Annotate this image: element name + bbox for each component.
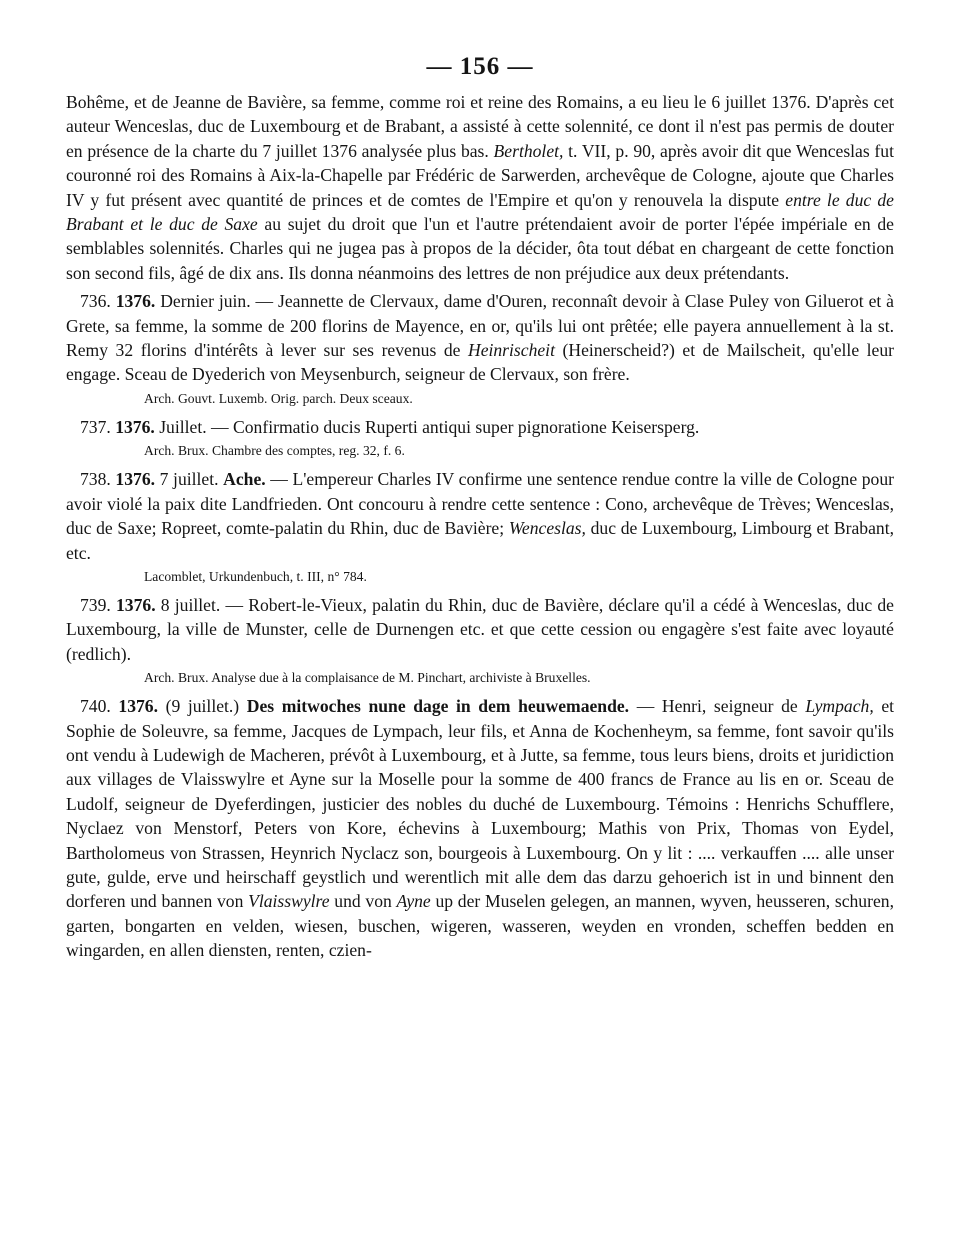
entry-year: 1376. [116, 594, 156, 615]
entry-italic-3: Ayne [396, 891, 431, 912]
entry-source: Lacomblet, Urkundenbuch, t. III, n° 784. [144, 568, 367, 584]
entry-date: (9 juillet.) [165, 696, 240, 717]
entry-italic-2: Vlaisswylre [248, 891, 330, 912]
entry-number: 736. [80, 291, 111, 312]
entry-text: — Henri, seigneur de [636, 696, 798, 717]
entry-736 [66, 289, 894, 409]
entry-text-cont-2: und von [334, 891, 392, 912]
entry-place: Ache. [223, 469, 266, 490]
entry-737 [66, 415, 894, 461]
intro-text-3: au sujet du droit que l'un et l'autre prétendaient avoir de porter l'épée impériale en de semblables solennités. Charles qui ne jugea pas à propos de la décider, ôta tout débat en chargeant de cette fonction son second fils, âgé de dix ans. Ils donna néanmoins des lettres de non préjudice aux deux prétendants. [66, 214, 894, 283]
entry-number: 739. [80, 594, 111, 615]
entry-date: Dernier juin. [160, 291, 251, 312]
intro-paragraph [66, 90, 894, 285]
entry-paragraph [66, 467, 894, 565]
entry-text-cont-3: up der Muselen gelegen, an mannen, wyven, heusseren, schuren, garten, bongarten en velden, wiesen, buschen, wigeren, wasseren, weyden en vronden, scheffen bedden en wingarden, en allen diensten, renten, czien- [66, 891, 894, 961]
intro-text-2: t. VII, p. 90, après avoir dit que Wenceslas fut couronné roi des Romains à Aix-la-Chapelle par Frédéric de Sarwerden, archevêque de Cologne, ajoute que Charles IV y fut présent avec quantité de princes et de comtes de l'Empire et qu'on y renouvela la dispute [66, 140, 894, 210]
entry-number: 737. [80, 416, 111, 437]
entry-738 [66, 467, 894, 587]
entry-year: 1376. [115, 416, 155, 437]
intro-italic-author: Bertholet, [493, 140, 564, 161]
entry-italic: Lympach, [805, 696, 874, 717]
entry-text: — Confirmatio ducis Ruperti antiqui super pignoratione Keisersperg. [211, 416, 700, 437]
entry-740 [66, 694, 894, 962]
entry-italic: Wenceslas, [508, 518, 586, 539]
entry-text-cont: duc de Luxembourg, Limbourg et Brabant, etc. [66, 518, 894, 563]
entry-text: — L'empereur Charles IV confirme une sentence rendue contre la ville de Cologne pour avoir violé la paix dite Landfrieden. Ont concouru à rendre cette sentence : Cono, archevêque de Trèves; Wenceslas, duc de Saxe; Ropreet, comte-palatin du Rhin, duc de Bavière; [66, 469, 894, 539]
entry-date: Juillet. [159, 416, 207, 437]
entry-source: Arch. Brux. Chambre des comptes, reg. 32, f. 6. [144, 443, 405, 459]
entry-year: 1376. [118, 696, 158, 717]
entry-739 [66, 593, 894, 688]
entry-year: 1376. [115, 469, 156, 490]
entry-text: — Jeannette de Clervaux, dame d'Ouren, reconnaît devoir à Clase Puley von Giluerot et à Grete, sa femme, la somme de 200 florins de Mayence, en or, qu'ils lui ont prêtée; elle payera annuellement à la st. Remy 32 florins d'intérêts à lever sur ses revenus de [66, 291, 894, 361]
entry-paragraph [66, 593, 894, 666]
page-number: — 156 — [426, 53, 534, 80]
entry-source: Arch. Brux. Analyse due à la complaisance de M. Pinchart, archiviste à Bruxelles. [144, 670, 591, 686]
entry-text-cont: (Heinerscheid?) et de Mailscheit, qu'elle leur engage. Sceau de Dyederich von Meysenburch, seigneur de Clervaux, son frère. [66, 340, 895, 385]
entry-date: 7 juillet. [159, 469, 219, 490]
intro-italic-dispute: entre le duc de Brabant et le duc de Saxe [66, 189, 894, 235]
entry-paragraph [66, 415, 894, 439]
entry-number: 738. [80, 469, 111, 490]
intro-text-1: Bohême, et de Jeanne de Bavière, sa femme, comme roi et reine des Romains, a eu lieu le 6 juillet 1376. D'après cet auteur Wenceslas, duc de Luxembourg et de Brabant, a assisté à cette solennité, ce dont il n'est pas permis de douter en présence de la charte du 7 juillet 1376 analysée plus bas. [66, 92, 894, 161]
entry-text-cont: et Sophie de Soleuvre, sa femme, Jacques de Lympach, leur fils, et Anna de Kochenheym, sa femme, font savoir qu'ils ont vendu à Ludewigh de Macheren, prévôt à Luxembourg, et à Jutte, sa femme, tous leurs biens, droits et juridiction aux villages de Vlaisswylre et Ayne sur la Moselle pour la somme de 400 francs de France au lis en or. Sceau de Ludolf, seigneur de Dyeferdingen, justicier des nobles du duché de Luxembourg. Témoins : Henrichs Schufflere, Nyclaez von Menstorf, Peters von Kore, échevins à Luxembourg; Mathis von Prix, Thomas von Eydel, Bartholomeus von Strassen, Heynrich Nyclacz son, bourgeois à Luxembourg. On y lit : .... verkauffen .... alle unser gute, gulde, erve und heirschaff geystlich und werentlich mit alle dem das darzu gehoerich ist in und binnent den dorferen und bannen von [66, 696, 895, 912]
entry-paragraph [66, 289, 894, 387]
entry-year: 1376. [115, 291, 156, 312]
entry-number: 740. [80, 696, 111, 717]
entry-date: 8 juillet. [160, 594, 221, 615]
entry-source: Arch. Gouvt. Luxemb. Orig. parch. Deux sceaux. [144, 390, 413, 406]
entry-rubric: Des mitwoches nune dage in dem heuwemaende. [246, 696, 630, 717]
entry-paragraph [66, 694, 894, 962]
entry-italic: Heinrischeit [467, 340, 555, 361]
entry-text: — Robert-le-Vieux, palatin du Rhin, duc de Bavière, déclare qu'il a cédé à Wenceslas, duc de Luxembourg, la ville de Munster, celle de Durnengen etc. et que cette cession ou engagère s'est faite avec loyauté (redlich). [66, 594, 894, 664]
